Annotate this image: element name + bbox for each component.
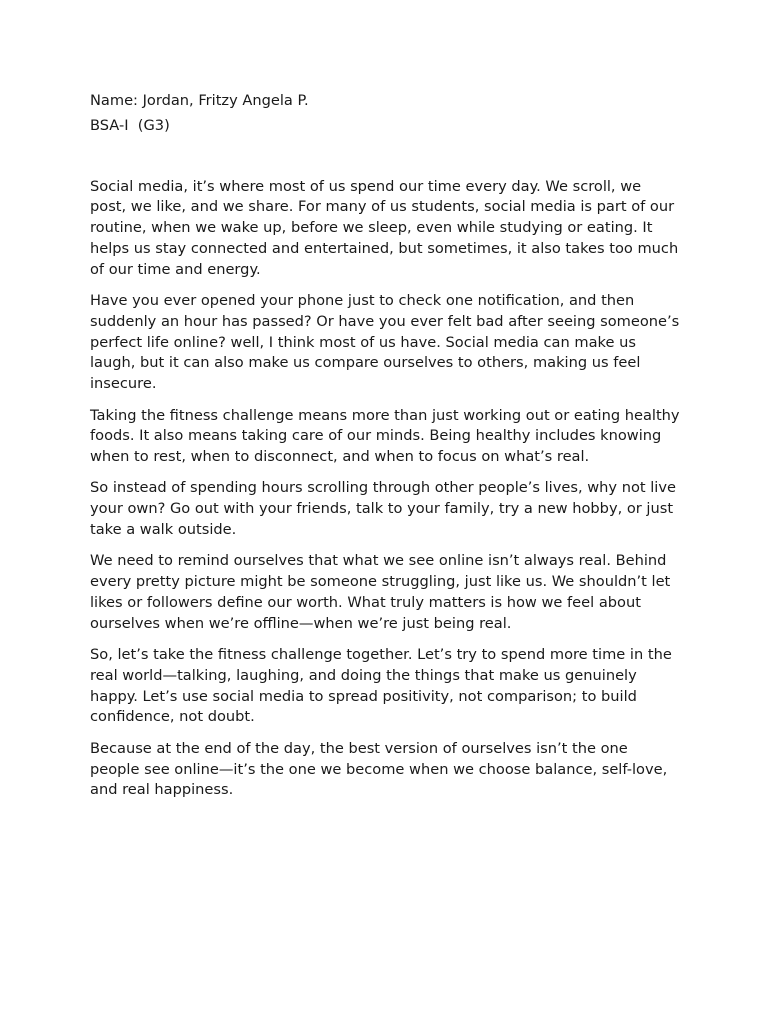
paragraph: Taking the fitness challenge means more than just working out or eating healthy foods. It also means taking care of our minds. Being healthy includes knowing when to rest, when to disconnect, and when to focus on what’s real. <box>90 406 680 466</box>
paragraph: So instead of spending hours scrolling through other people’s lives, why not live your own? Go out with your friends, talk to your family, try a new hobby, or just take a walk outside. <box>90 479 676 539</box>
paragraph: We need to remind ourselves that what we see online isn’t always real. Behind every pretty picture might be someone struggling, just like us. We shouldn’t let likes or followers define our worth. What truly matters is how we feel about ourselves when we’re offline—when we’re just being real. <box>90 552 671 632</box>
paragraph: Because at the end of the day, the best version of ourselves isn’t the one people see online—it’s the one we become when we choose balance, self-love, and real happiness. <box>90 739 668 799</box>
essay-body <box>90 177 680 802</box>
student-section: BSA-I (G3) <box>90 116 170 134</box>
paragraph: Social media, it’s where most of us spend our time every day. We scroll, we post, we like, and we share. For many of us students, social media is part of our routine, when we wake up, before we sleep, even while studying or eating. It helps us stay connected and entertained, but sometimes, it also takes too much of our time and energy. <box>90 177 679 278</box>
paragraph: Have you ever opened your phone just to check one notification, and then suddenly an hour has passed? Or have you ever felt bad after seeing someone’s perfect life online? well, I think most of us have. Social media can make us laugh, but it can also make us compare ourselves to others, making us feel insecure. <box>90 292 680 393</box>
paragraph: So, let’s take the fitness challenge together. Let’s try to spend more time in the real world—talking, laughing, and doing the things that make us genuinely happy. Let’s use social media to spread positivity, not comparison; to build confidence, not doubt. <box>90 646 672 726</box>
student-name: Name: Jordan, Fritzy Angela P. <box>90 92 309 109</box>
